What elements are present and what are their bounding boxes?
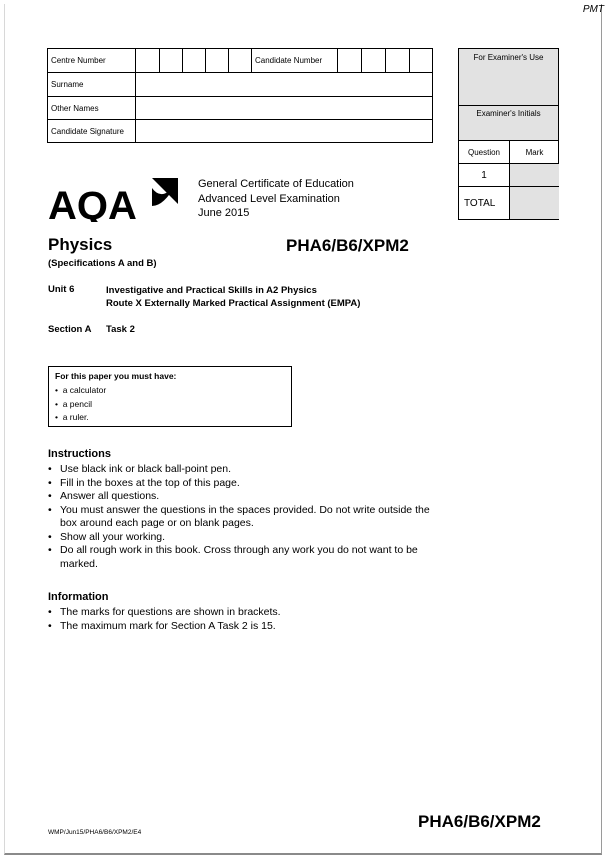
- list-item: • The marks for questions are shown in brackets.: [48, 606, 281, 618]
- centre-number-cell[interactable]: [183, 49, 206, 72]
- section-label: Section A: [48, 324, 92, 335]
- list-item: • a pencil: [55, 398, 93, 409]
- qualification-line-2: Advanced Level Examination: [198, 192, 340, 205]
- unit-line-1: Investigative and Practical Skills in A2 Physics: [106, 285, 317, 296]
- centre-number-cell[interactable]: [160, 49, 183, 72]
- qualification-line-3: June 2015: [198, 207, 250, 219]
- list-item: • Show all your working.: [48, 530, 166, 543]
- question-1-cell: 1: [459, 164, 509, 187]
- must-have-title: For this paper you must have:: [55, 371, 177, 381]
- list-item: • a calculator: [55, 385, 107, 395]
- centre-number-cell[interactable]: [136, 49, 160, 72]
- examiners-use-label: For Examiner's Use: [459, 49, 558, 106]
- aqa-logo: [48, 176, 180, 222]
- information-heading: Information: [48, 591, 109, 603]
- candidate-number-label: Candidate Number: [252, 49, 338, 72]
- candidate-signature-row[interactable]: [48, 120, 432, 143]
- surname-row[interactable]: [48, 73, 432, 97]
- examiners-initials-label: Examiner's Initials: [459, 106, 558, 141]
- footer-reference: WMP/Jun15/PHA6/B6/XPM2/E4: [48, 829, 142, 836]
- instructions-heading: Instructions: [48, 448, 111, 460]
- qualification-line-1: General Certificate of Education: [198, 178, 354, 190]
- list-item: • Fill in the boxes at the top of this page.: [48, 476, 240, 489]
- pmt-watermark: PMT: [582, 4, 604, 15]
- candidate-number-cell[interactable]: [386, 49, 410, 72]
- aqa-logo-graphic: [48, 176, 180, 222]
- footer-paper-code: PHA6/B6/XPM2: [418, 812, 541, 831]
- question-1-mark-cell: [510, 164, 559, 187]
- task-label: Task 2: [106, 324, 135, 335]
- candidate-number-cell[interactable]: [410, 49, 432, 72]
- list-item: • Use black ink or black ball-point pen.: [48, 463, 232, 475]
- candidate-details-box: [47, 48, 433, 143]
- candidate-number-cell[interactable]: [338, 49, 362, 72]
- list-item: • Answer all questions.: [48, 490, 160, 502]
- mark-column-header: Mark: [510, 141, 559, 164]
- aqa-logo-text: AQA: [48, 184, 137, 222]
- centre-candidate-number-row: [48, 49, 432, 73]
- centre-number-label: Centre Number: [48, 49, 136, 72]
- unit-description: [106, 284, 360, 310]
- list-item: • The maximum mark for Section A Task 2 is 15.: [48, 619, 276, 632]
- other-names-row[interactable]: [48, 97, 432, 120]
- list-item: • You must answer the questions in the spaces provided. Do not write outside the box around each page or on blank pages.: [48, 503, 430, 529]
- column-divider: [509, 141, 510, 219]
- information-section: [48, 591, 448, 633]
- other-names-label: Other Names: [48, 97, 136, 119]
- centre-number-cell[interactable]: [229, 49, 252, 72]
- unit-label: Unit 6: [48, 284, 75, 295]
- question-column-header: Question: [459, 141, 509, 164]
- surname-label: Surname: [48, 73, 136, 96]
- specification: (Specifications A and B): [48, 258, 157, 269]
- examiners-use-box: [458, 48, 559, 220]
- total-label: TOTAL: [464, 197, 496, 209]
- must-have-box: [48, 366, 292, 427]
- total-mark-cell: [510, 187, 559, 219]
- list-item: • a ruler.: [55, 412, 89, 422]
- candidate-signature-label: Candidate Signature: [48, 120, 136, 143]
- centre-number-cell[interactable]: [206, 49, 229, 72]
- subject-title: Physics: [48, 235, 113, 254]
- qualification-block: [198, 177, 354, 221]
- unit-line-2: Route X Externally Marked Practical Assignment (EMPA): [106, 298, 361, 309]
- list-item: • Do all rough work in this book. Cross through any work you do not want to be marked.: [48, 544, 418, 570]
- instructions-section: [48, 448, 448, 571]
- paper-code: PHA6/B6/XPM2: [286, 236, 409, 255]
- candidate-number-cell[interactable]: [362, 49, 386, 72]
